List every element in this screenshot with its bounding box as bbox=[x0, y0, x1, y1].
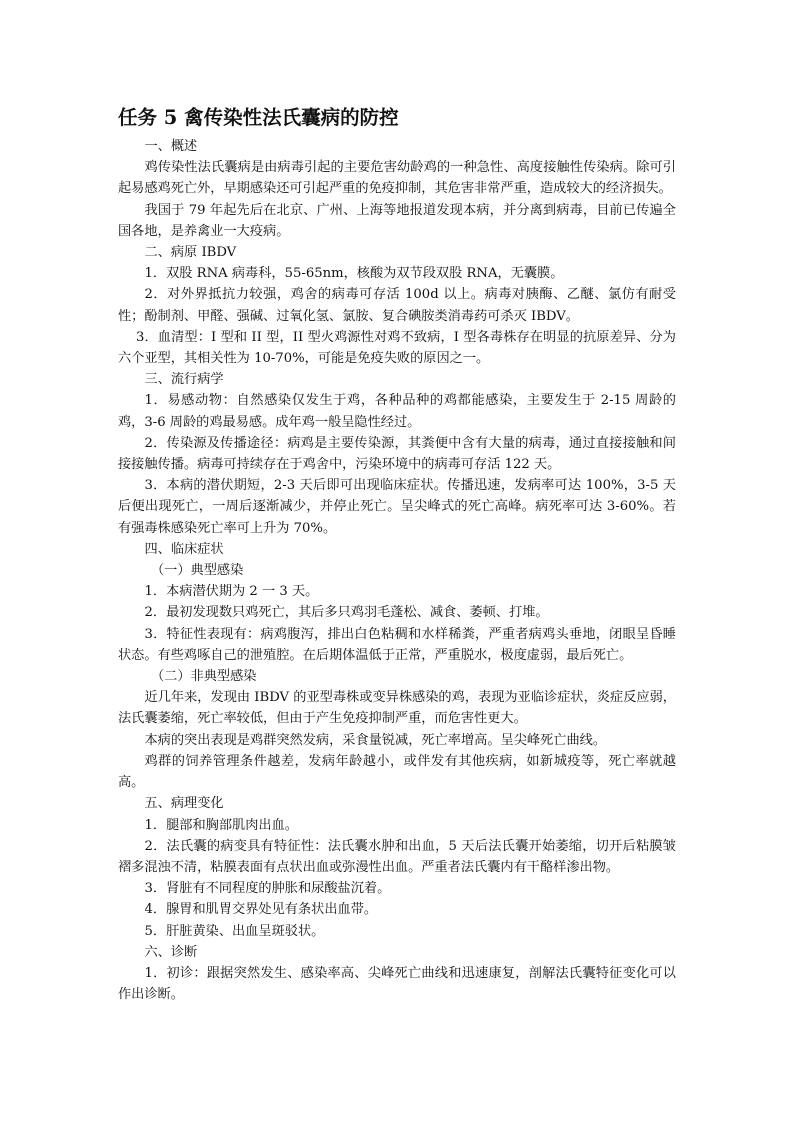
paragraph: 3．本病的潜伏期短，2-3 天后即可出现临床症状。传播迅速，发病率可达 100%，3-5 天后便出现死亡，一周后逐渐减少，并停止死亡。呈尖峰式的死亡高峰。病死率可达 3-60%。若有强毒株感染死亡率可上升为 70%。 bbox=[118, 478, 676, 536]
paragraph: 我国于 79 年起先后在北京、广州、上海等地报道发现本病，并分离到病毒，目前已传遍全国各地，是养禽业一大疫病。 bbox=[118, 202, 676, 239]
paragraph: 2．对外界抵抗力较强，鸡舍的病毒可存活 100d 以上。病毒对胰酶、乙醚、氯仿有耐受性；酚制剂、甲醛、强碱、过氧化氢、氯胺、复合碘胺类消毒药可杀灭 IBDV。 bbox=[118, 287, 676, 324]
section-heading: 三、流行病学 bbox=[144, 372, 224, 388]
paragraph: 4．腺胃和肌胃交界处见有条状出血带。 bbox=[144, 902, 378, 918]
paragraph: 1．双股 RNA 病毒科，55-65nm，核酸为双节段双股 RNA，无囊膜。 bbox=[144, 266, 564, 282]
paragraph: 1．本病潜伏期为 2 一 3 天。 bbox=[144, 584, 319, 600]
paragraph: 3．血清型：I 型和 II 型，II 型火鸡源性对鸡不致病，I 型各毒株存在明显的抗原差异、分为六个亚型，其相关性为 10-70%，可能是免疫失败的原因之一。 bbox=[118, 329, 676, 367]
section-heading: 五、病理变化 bbox=[144, 796, 224, 812]
section-heading: 四、临床症状 bbox=[144, 541, 224, 557]
subsection-heading: （二）非典型感染 bbox=[151, 669, 257, 685]
paragraph: 2．最初发现数只鸡死亡，其后多只鸡羽毛蓬松、减食、萎顿、打堆。 bbox=[144, 605, 549, 621]
page-title: 任务 5 禽传染性法氏囊病的防控 bbox=[118, 106, 399, 129]
section-heading: 二、病原 IBDV bbox=[144, 245, 237, 261]
subsection-heading: （一）典型感染 bbox=[151, 563, 244, 579]
paragraph: 鸡群的饲养管理条件越差，发病年龄越小，或伴发有其他疾病，如新城疫等，死亡率就越高。 bbox=[118, 753, 676, 791]
paragraph: 3．肾脏有不同程度的肿胀和尿酸盐沉着。 bbox=[144, 881, 391, 897]
paragraph: 本病的突出表现是鸡群突然发病，采食量锐减，死亡率增高。呈尖峰死亡曲线。 bbox=[144, 732, 607, 748]
paragraph: 鸡传染性法氏囊病是由病毒引起的主要危害幼龄鸡的一种急性、高度接触性传染病。除可引起易感鸡死亡外，早期感染还可引起严重的免疫抑制，其危害非常严重，造成较大的经济损失。 bbox=[118, 160, 676, 197]
paragraph: 1．初诊：跟据突然发生、感染率高、尖峰死亡曲线和迅速康复，剖解法氏囊特征变化可以作出诊断。 bbox=[118, 965, 676, 1003]
paragraph: 近几年来，发现由 IBDV 的亚型毒株或变异株感染的鸡，表现为亚临诊症状，炎症反应弱，法氏囊萎缩，死亡率较低，但由于产生免疫抑制严重，而危害性更大。 bbox=[118, 690, 676, 727]
paragraph: 5．肝脏黄染、出血呈斑驳状。 bbox=[144, 923, 325, 939]
paragraph: 3．特征性表现有：病鸡腹泻，排出白色粘稠和水样稀粪，严重者病鸡头垂地，闭眼呈昏睡状态。有些鸡啄自己的泄殖腔。在后期体温低于正常，严重脱水，极度虚弱，最后死亡。 bbox=[118, 626, 676, 663]
section-heading: 一、概述 bbox=[144, 139, 198, 154]
paragraph: 2．传染源及传播途径：病鸡是主要传染源，其粪便中含有大量的病毒，通过直接接触和间接接触传播。病毒可持续存在于鸡舍中，污染环境中的病毒可存活 122 天。 bbox=[118, 435, 676, 473]
paragraph: 1．易感动物：自然感染仅发生于鸡，各种品种的鸡都能感染，主要发生于 2-15 周龄的鸡，3-6 周龄的鸡最易感。成年鸡一般呈隐性经过。 bbox=[118, 393, 676, 430]
paragraph: 1．腿部和胸部肌肉出血。 bbox=[144, 817, 298, 833]
document-body bbox=[118, 136, 676, 1005]
paragraph: 2．法氏囊的病变具有特征性：法氏囊水肿和出血，5 天后法氏囊开始萎缩，切开后粘膜皱褶多混浊不清，粘膜表面有点状出血或弥漫性出血。严重者法氏囊内有干酪样渗出物。 bbox=[118, 838, 676, 875]
section-heading: 六、诊断 bbox=[144, 944, 198, 960]
